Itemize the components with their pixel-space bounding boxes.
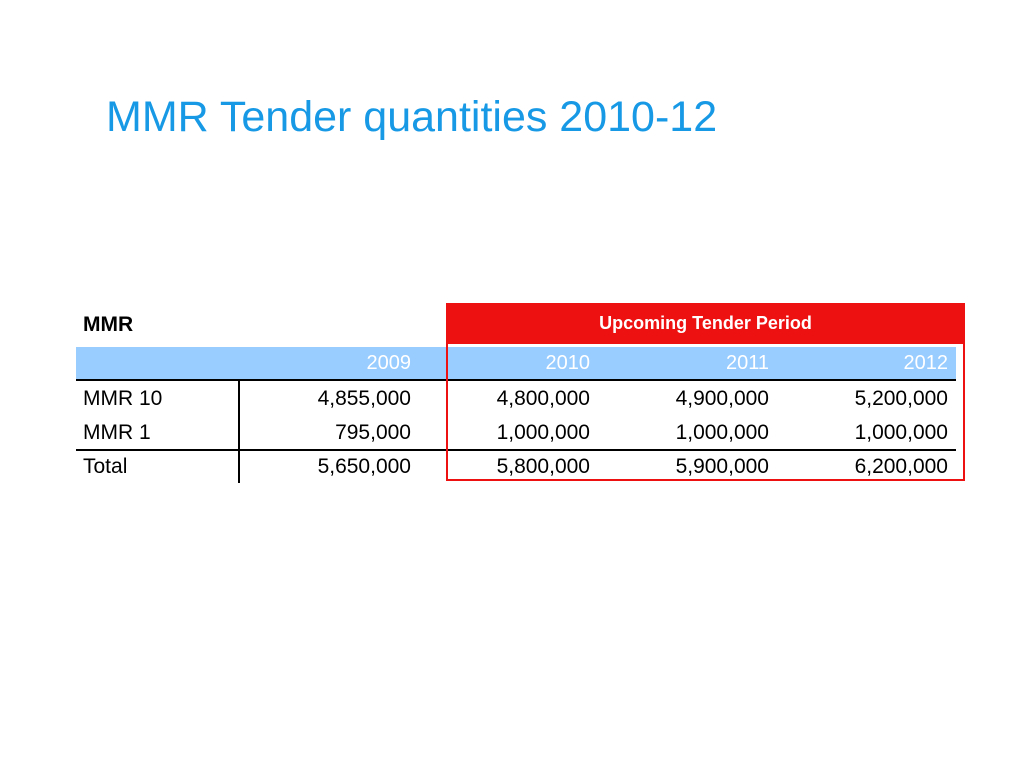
table-cell: 1,000,000 (854, 421, 948, 444)
table-cell: 6,200,000 (854, 455, 948, 478)
table-cell: 4,800,000 (496, 387, 590, 410)
slide-title: MMR Tender quantities 2010-12 (106, 93, 718, 141)
table-cell: 5,650,000 (317, 455, 411, 478)
column-header-2010: 2010 (545, 352, 590, 374)
table-cell: 5,200,000 (854, 387, 948, 410)
total-divider (76, 449, 956, 451)
table-cell: 5,800,000 (496, 455, 590, 478)
label-column-divider (238, 381, 240, 483)
column-header-2012: 2012 (903, 352, 948, 374)
upcoming-tender-period-banner: Upcoming Tender Period (446, 303, 965, 344)
header-divider (76, 379, 956, 381)
table-label: MMR (83, 313, 134, 336)
column-header-2009: 2009 (366, 352, 411, 374)
table-cell: 5,900,000 (675, 455, 769, 478)
table-cell: 795,000 (335, 421, 411, 444)
row-label-mmr-10: MMR 10 (83, 387, 163, 410)
table-cell: 1,000,000 (675, 421, 769, 444)
table-cell: 1,000,000 (496, 421, 590, 444)
column-header-2011: 2011 (725, 352, 769, 374)
table-cell: 4,900,000 (675, 387, 769, 410)
row-label-total: Total (83, 455, 128, 478)
row-label-mmr-1: MMR 1 (83, 421, 151, 444)
table-cell: 4,855,000 (317, 387, 411, 410)
